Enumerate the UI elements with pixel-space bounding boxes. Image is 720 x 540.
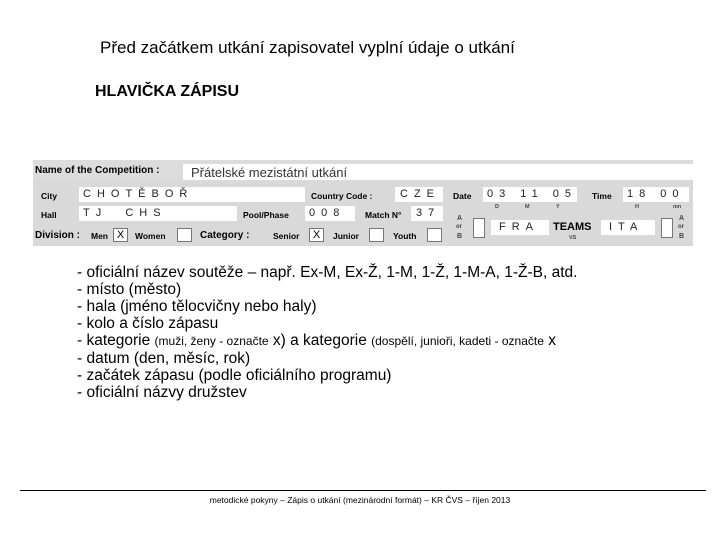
junior-checkbox	[369, 228, 384, 242]
competition-value: Přátelské mezistátní utkání	[191, 165, 348, 180]
junior-label: Junior	[333, 231, 359, 241]
vs-label: VS	[569, 235, 577, 241]
list-item: - datum (den, měsíc, rok)	[77, 350, 251, 367]
date-value: 03 11 05	[487, 188, 578, 200]
senior-checkbox: X	[309, 228, 324, 242]
city-label: City	[41, 191, 58, 201]
date-label: Date	[453, 191, 472, 201]
city-value: CHOTĚBOŘ	[83, 188, 194, 200]
list-item-note: (dospělí, junioři, kadeti - označte	[371, 334, 544, 348]
footer-divider	[20, 490, 706, 491]
time-value: 18 00	[627, 188, 685, 200]
list-item-mark: x	[548, 332, 556, 349]
team-b-side-box	[661, 218, 673, 238]
side-b-label: B	[457, 233, 463, 240]
list-item: - hala (jméno tělocvičny nebo haly)	[77, 298, 317, 315]
list-item-text: - kategorie	[77, 332, 151, 349]
country-label: Country Code :	[311, 191, 373, 201]
list-item-note: (muži, ženy - označte	[154, 334, 269, 348]
pool-label: Pool/Phase	[243, 210, 289, 220]
competition-label: Name of the Competition :	[35, 165, 160, 176]
side-or-label: or	[456, 224, 462, 230]
category-label: Category :	[200, 230, 250, 241]
page-title: Před začátkem utkání zapisovatel vyplní údaje o utkání	[100, 38, 515, 57]
men-label: Men	[91, 231, 108, 241]
match-value: 37	[416, 207, 441, 219]
men-checkbox: X	[113, 228, 128, 242]
instruction-list	[77, 264, 577, 401]
team-b-value: ITA	[609, 221, 644, 233]
section-heading: HLAVIČKA ZÁPISU	[95, 83, 239, 100]
list-item	[77, 332, 577, 350]
team-a-side-box	[473, 218, 485, 238]
footer-text: metodické pokyny – Zápis o utkání (mezinárodní formát) – KR ČVS – říjen 2013	[209, 495, 511, 505]
date-month-sub: M	[525, 204, 530, 210]
time-minute-sub: mn	[673, 204, 682, 210]
side-or-label-right: or	[678, 224, 684, 230]
date-day-sub: D	[495, 204, 499, 210]
hall-label: Hall	[41, 210, 57, 220]
country-value: CZE	[400, 188, 440, 200]
hall-value: TJ CHS	[83, 207, 167, 219]
list-item: - místo (město)	[77, 281, 182, 298]
team-a-value: FRA	[499, 221, 539, 233]
side-a-label-right: A	[679, 215, 685, 222]
score-sheet-header-image	[33, 160, 693, 246]
list-item-text: ) a kategorie	[280, 332, 367, 349]
side-b-label-right: B	[679, 233, 685, 240]
time-hour-sub: H	[635, 204, 639, 210]
women-label: Women	[135, 231, 166, 241]
side-a-label: A	[457, 215, 463, 222]
division-label: Division :	[35, 230, 81, 241]
youth-label: Youth	[393, 231, 417, 241]
list-item: - začátek zápasu (podle oficiálního programu)	[77, 367, 392, 384]
women-checkbox	[177, 228, 192, 242]
list-item-mark: x	[272, 332, 281, 349]
pool-value: 008	[309, 207, 346, 219]
youth-checkbox	[427, 228, 442, 242]
time-label: Time	[592, 191, 612, 201]
senior-label: Senior	[273, 231, 300, 241]
list-item: - kolo a číslo zápasu	[77, 315, 219, 332]
list-item: - oficiální názvy družstev	[77, 384, 247, 401]
teams-label: TEAMS	[553, 221, 592, 233]
date-year-sub: Y	[556, 204, 560, 210]
list-item: - oficiální název soutěže – např. Ex-M, Ex-Ž, 1-M, 1-Ž, 1-M-A, 1-Ž-B, atd.	[77, 264, 578, 281]
match-label: Match N°	[365, 210, 402, 220]
